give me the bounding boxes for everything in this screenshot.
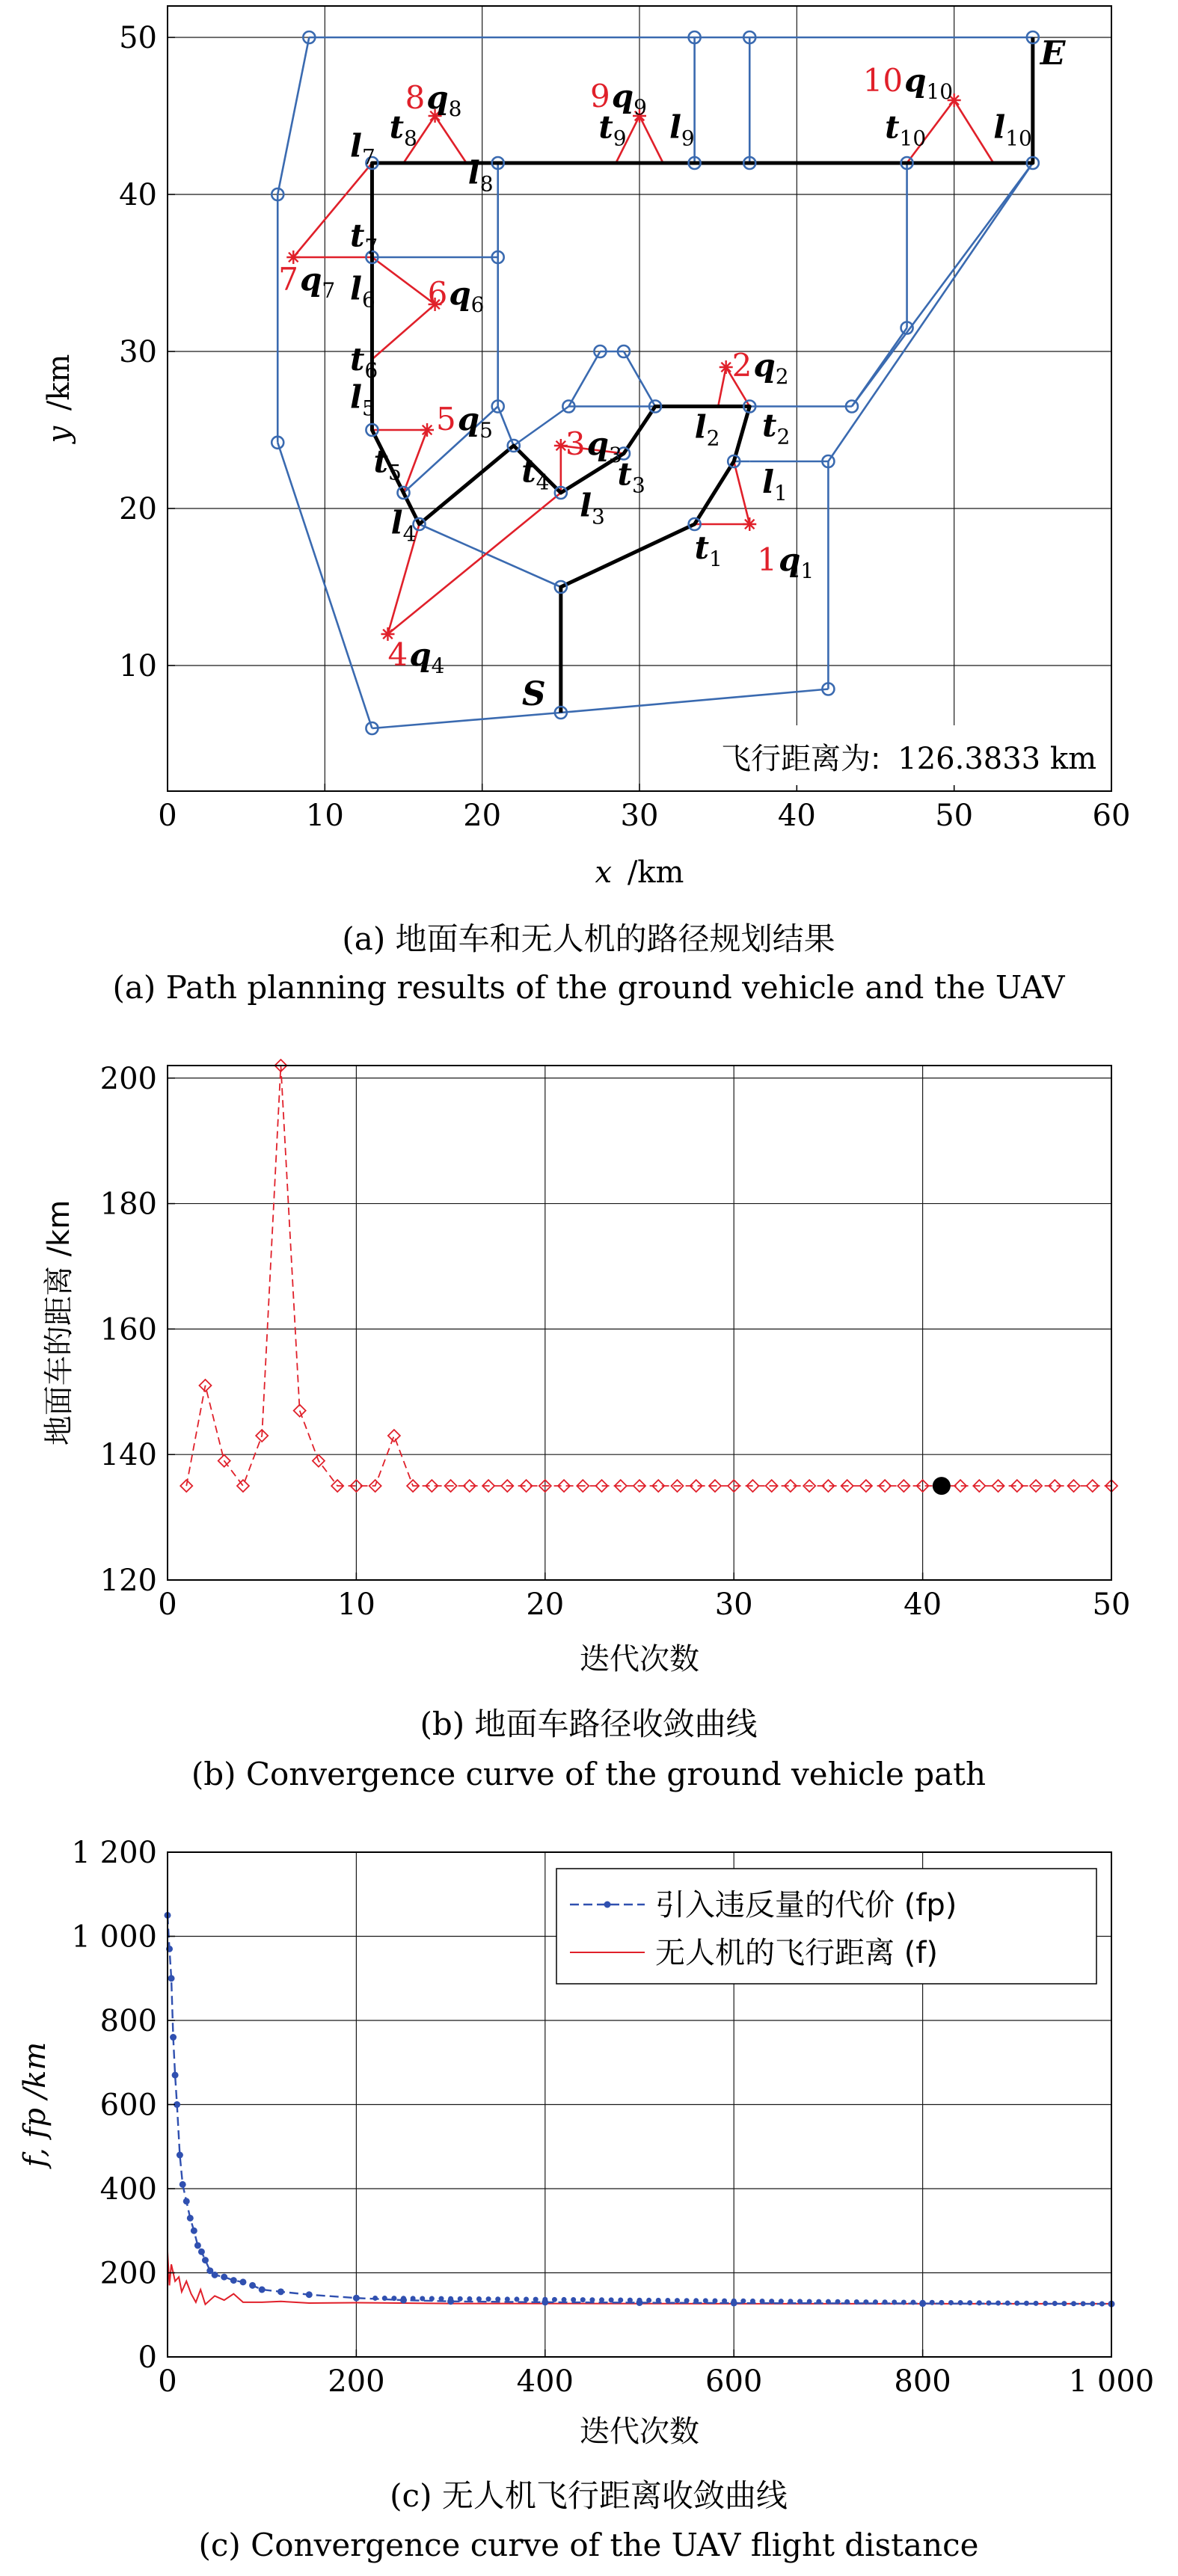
uav-convergence-caption-cn: (c) 无人机飞行距离收敛曲线 [390, 2477, 788, 2514]
legend-label-fp: 引入违反量的代价 (fp) [655, 1888, 957, 1922]
penalized-cost-point [779, 2299, 784, 2304]
penalized-cost-point [760, 2299, 765, 2304]
road-segment [852, 163, 1033, 407]
stop-base: t [521, 452, 536, 490]
uav-convergence-ylabel: f, fp /km [18, 2041, 52, 2168]
stop-base: l [349, 378, 362, 416]
customer-number: 4 [387, 636, 408, 673]
customer-label [278, 261, 335, 303]
penalized-cost-point [1005, 2301, 1010, 2306]
customer-marker [420, 423, 434, 437]
uav-sortie [695, 461, 750, 524]
path-map-xlabel-unit: /km [627, 855, 684, 890]
penalized-cost-point [495, 2296, 500, 2302]
x-tick-label: 40 [904, 1587, 942, 1622]
customer-subscript: 5 [479, 418, 493, 443]
vehicle-distance-point [180, 1480, 192, 1492]
stop-subscript: 2 [706, 425, 720, 451]
penalized-cost-point [180, 2181, 186, 2188]
penalized-cost-point [514, 2296, 519, 2302]
penalized-cost-point [580, 2297, 586, 2302]
penalized-cost-point [703, 2298, 708, 2303]
y-tick-label: 0 [138, 2340, 157, 2375]
path-map-ylabel-var: y [42, 425, 76, 443]
penalized-cost-point [552, 2297, 557, 2302]
penalized-cost-point [863, 2299, 868, 2305]
road-segment [277, 37, 309, 194]
customer-marker [743, 517, 756, 531]
penalized-cost-point [628, 2298, 633, 2303]
stop-base: t [694, 529, 710, 567]
road-segment [561, 689, 829, 713]
stop-subscript: 5 [361, 396, 375, 421]
uav-routes [293, 100, 993, 634]
vehicle-distance-point [294, 1404, 306, 1416]
penalized-cost-point [1034, 2301, 1039, 2306]
customer-label [436, 401, 493, 443]
customer-label [428, 275, 485, 317]
penalized-cost-point [769, 2299, 774, 2304]
penalized-cost-point [948, 2300, 954, 2305]
road-segment [420, 524, 561, 587]
customer-q: q [409, 636, 432, 673]
x-tick-label: 60 [1092, 799, 1131, 833]
penalized-cost-point [239, 2278, 246, 2285]
vehicle-stop-label [695, 409, 720, 451]
stop-subscript: 10 [1005, 126, 1032, 151]
penalized-cost-point [249, 2282, 256, 2289]
customer-number: 9 [590, 78, 610, 114]
vehicle-stop-label [374, 443, 402, 485]
customer-number: 2 [731, 347, 752, 384]
vehicle-distance-point [388, 1430, 400, 1442]
penalized-cost-point [835, 2299, 841, 2305]
penalized-cost-point [1090, 2301, 1095, 2306]
flight-distance-text [721, 742, 1096, 776]
penalized-cost-point [306, 2291, 313, 2298]
x-tick-label: 800 [894, 2364, 951, 2399]
y-tick-label: 160 [99, 1312, 157, 1347]
penalized-cost-point [429, 2296, 435, 2302]
stop-base: t [349, 217, 365, 254]
vehicle-stop-label [762, 464, 788, 505]
penalized-cost-point [1061, 2301, 1067, 2306]
penalized-cost-point [353, 2295, 360, 2302]
customer-q: q [904, 62, 927, 99]
penalized-cost-point [684, 2298, 690, 2303]
penalized-cost-point [1024, 2301, 1029, 2306]
customer-label [732, 347, 789, 389]
customer-number: 8 [405, 79, 426, 116]
penalized-cost-point [382, 2296, 387, 2301]
penalized-cost-point [883, 2299, 888, 2305]
customer-q: q [586, 425, 609, 462]
vehicle-stop-label [885, 108, 926, 150]
path-map-xlabel-var: x [595, 855, 613, 890]
x-tick-label: 600 [705, 2364, 763, 2399]
y-tick-label: 10 [119, 649, 157, 683]
stop-subscript: 6 [361, 287, 375, 313]
customer-q: q [426, 79, 449, 116]
x-tick-label: 50 [935, 799, 974, 833]
stop-base: l [467, 154, 480, 191]
penalized-cost-point [816, 2299, 821, 2305]
vehicle-convergence-grid [168, 1066, 1111, 1580]
vehicle-stop-label [762, 407, 790, 449]
stop-base: t [389, 108, 404, 146]
stop-subscript: 5 [387, 460, 402, 485]
penalized-cost-point [221, 2274, 227, 2281]
stop-subscript: 7 [364, 234, 378, 259]
penalized-cost-point [920, 2300, 925, 2305]
path-map-caption-en: (a) Path planning results of the ground vehicle and the UAV [112, 969, 1065, 1006]
customer-number: 1 [757, 541, 777, 578]
stop-base: l [349, 270, 362, 307]
penalized-cost-point [986, 2300, 991, 2305]
penalized-cost-point [646, 2298, 651, 2303]
vehicle-convergence-panel [42, 1060, 1130, 1792]
stop-subscript: 1 [774, 481, 788, 505]
customer-q: q [753, 347, 776, 384]
penalized-cost-point [1052, 2301, 1058, 2306]
penalized-cost-point [901, 2299, 906, 2305]
y-tick-label: 800 [99, 2004, 157, 2038]
x-tick-label: 10 [305, 799, 344, 833]
penalized-cost-point [599, 2297, 604, 2302]
vehicle-stop-label [350, 128, 375, 170]
y-tick-label: 40 [119, 178, 157, 212]
penalized-cost-point [183, 2198, 190, 2204]
vehicle-stop-label [598, 108, 626, 150]
stop-base: l [390, 504, 403, 541]
penalized-cost-point [826, 2299, 831, 2305]
customer-subscript: 8 [448, 96, 462, 121]
legend-label-f: 无人机的飞行距离 (f) [655, 1936, 939, 1970]
customer-number: 5 [436, 401, 456, 437]
penalized-cost-point [562, 2297, 567, 2302]
x-tick-label: 0 [158, 2364, 177, 2399]
penalized-cost-point [191, 2228, 197, 2234]
x-tick-label: 0 [158, 1587, 177, 1622]
vehicle-stop-label [468, 154, 494, 196]
penalized-cost-point [637, 2298, 642, 2303]
customer-number: 3 [565, 425, 586, 462]
uav-convergence-legend [556, 1869, 1096, 1984]
y-tick-label: 200 [99, 1061, 157, 1096]
penalized-cost-point [1043, 2301, 1048, 2306]
penalized-cost-point [807, 2299, 812, 2304]
penalized-cost-point [411, 2296, 416, 2301]
x-tick-label: 30 [620, 799, 659, 833]
penalized-cost-point [958, 2300, 963, 2305]
uav-convergence-caption-en: (c) Convergence curve of the UAV flight distance [198, 2527, 979, 2563]
y-tick-label: 180 [99, 1187, 157, 1222]
penalized-cost-point [372, 2296, 378, 2301]
penalized-cost-point [194, 2242, 201, 2248]
penalized-cost-point [168, 1975, 175, 1982]
penalized-cost-point [665, 2298, 670, 2303]
penalized-cost-point [198, 2248, 205, 2255]
penalized-cost-point [712, 2298, 717, 2303]
stop-base: t [885, 108, 900, 146]
penalized-cost-point [589, 2297, 595, 2302]
vehicle-stop-label [618, 456, 645, 498]
penalized-cost-point [1014, 2301, 1019, 2306]
x-tick-label: 40 [777, 799, 816, 833]
penalized-cost-point [797, 2299, 803, 2304]
penalized-cost-point [675, 2298, 680, 2303]
penalized-cost-point [693, 2298, 699, 2303]
stop-base: l [580, 487, 592, 524]
penalized-cost-point [977, 2300, 982, 2305]
penalized-cost-point [170, 2034, 177, 2041]
point-labels [278, 34, 1067, 713]
uav-convergence-panel [18, 1836, 1154, 2563]
stop-base: t [598, 108, 613, 146]
penalized-cost-point [873, 2299, 878, 2305]
vehicle-convergence-frame [168, 1066, 1111, 1580]
flight-distance-value: 126.3833 km [898, 742, 1096, 776]
customer-marker [720, 360, 733, 374]
penalized-cost-point [910, 2300, 915, 2305]
customer-q: q [611, 78, 634, 114]
penalized-cost-point [939, 2300, 944, 2305]
x-tick-label: 10 [337, 1587, 375, 1622]
vehicle-convergence-caption-cn: (b) 地面车路径收敛曲线 [420, 1706, 758, 1742]
x-tick-label: 200 [328, 2364, 385, 2399]
y-tick-label: 1 000 [71, 1919, 157, 1955]
penalized-cost-point [438, 2296, 444, 2302]
y-tick-label: 400 [99, 2172, 157, 2207]
customer-q: q [300, 261, 322, 298]
penalized-cost-point [930, 2300, 935, 2305]
stop-base: t [373, 443, 388, 480]
vehicle-stop-label [521, 452, 549, 494]
penalized-cost-point [420, 2296, 425, 2301]
penalized-cost-point [230, 2277, 237, 2284]
customer-number: 6 [427, 275, 448, 312]
penalized-cost-point [731, 2299, 737, 2304]
penalized-cost-point [1099, 2302, 1105, 2307]
end-label: E [1040, 34, 1066, 73]
x-tick-label: 20 [526, 1587, 565, 1622]
customer-q: q [449, 275, 471, 312]
vehicle-stop-label [993, 108, 1032, 150]
road-segment [828, 163, 1032, 461]
customer-subscript: 2 [775, 364, 789, 389]
penalized-cost-point [618, 2298, 623, 2303]
uav-sortie [372, 257, 435, 360]
penalized-cost-point [172, 2072, 179, 2079]
stop-subscript: 3 [631, 473, 645, 498]
y-tick-label: 120 [99, 1564, 157, 1598]
x-tick-label: 30 [714, 1587, 753, 1622]
uav-convergence-xlabel: 迭代次数 [580, 2414, 699, 2449]
path-map-ylabel [42, 354, 76, 445]
penalized-cost-point [486, 2296, 491, 2302]
penalized-cost-point [202, 2257, 209, 2263]
stop-base: t [349, 341, 365, 378]
y-tick-label: 600 [99, 2088, 157, 2123]
penalized-cost-point [476, 2296, 482, 2302]
stop-subscript: 4 [402, 521, 417, 547]
stop-subscript: 6 [364, 358, 378, 384]
penalized-cost-point [1071, 2301, 1076, 2306]
vehicle-path-line [372, 37, 1032, 713]
penalized-cost-point [391, 2296, 396, 2301]
stop-subscript: 7 [361, 144, 375, 170]
x-tick-label: 50 [1092, 1587, 1131, 1622]
penalized-cost-point [722, 2299, 727, 2304]
stop-base: l [669, 108, 681, 146]
customer-subscript: 1 [800, 559, 815, 583]
penalized-cost-point [401, 2296, 406, 2301]
customer-subscript: 6 [470, 292, 485, 317]
customer-q: q [778, 541, 801, 578]
penalized-cost-point [1081, 2301, 1086, 2306]
legend-swatch-fp-dot [604, 1902, 611, 1908]
y-tick-label: 30 [119, 335, 157, 369]
penalized-cost-point [458, 2296, 463, 2302]
best-solution-marker [933, 1477, 951, 1495]
customer-label [757, 541, 814, 583]
vehicle-convergence-ticks [100, 1062, 1131, 1622]
stop-subscript: 4 [536, 470, 550, 495]
stop-base: t [762, 407, 777, 444]
penalized-cost-point [212, 2272, 218, 2278]
penalized-cost-point [277, 2288, 284, 2295]
vehicle-stop-label [580, 488, 605, 529]
customer-subscript: 9 [634, 95, 647, 120]
penalized-cost-point [892, 2299, 897, 2305]
penalized-cost-point [609, 2297, 614, 2302]
customer-number: 7 [278, 261, 299, 298]
penalized-cost-point [187, 2215, 194, 2222]
path-map-panel [42, 6, 1130, 1006]
vehicle-stop-label [669, 108, 695, 150]
x-tick-label: 400 [516, 2364, 574, 2399]
road-segment [852, 328, 907, 407]
x-tick-label: 20 [463, 799, 502, 833]
stop-subscript: 9 [613, 126, 627, 151]
vehicle-distance-point [237, 1480, 249, 1492]
stop-base: l [694, 408, 707, 446]
penalized-cost-point [788, 2299, 793, 2304]
penalized-cost-point [505, 2296, 510, 2302]
penalized-cost-point [996, 2300, 1001, 2305]
customer-subscript: 10 [926, 79, 954, 104]
customer-label [405, 79, 462, 121]
start-label: S [521, 675, 546, 713]
stop-base: t [617, 455, 632, 493]
penalized-cost-point [844, 2299, 850, 2305]
penalized-cost-point [533, 2297, 539, 2302]
stop-subscript: 3 [592, 504, 605, 529]
customer-subscript: 4 [431, 654, 445, 678]
customer-label [565, 425, 622, 467]
path-map-xlabel [595, 855, 684, 890]
road-segment [568, 351, 600, 407]
y-tick-label: 1 200 [71, 1836, 157, 1870]
stop-subscript: 1 [709, 547, 723, 572]
vehicle-distance-series [180, 1060, 1117, 1495]
customer-subscript: 3 [608, 443, 622, 467]
penalized-cost-point [740, 2299, 746, 2304]
flight-distance-label: 飞行距离为: [721, 742, 881, 776]
penalized-cost-point [524, 2297, 529, 2302]
path-map-ylabel-unit: /km [42, 354, 76, 411]
vehicle-convergence-caption-en: (b) Convergence curve of the ground vehicle path [191, 1756, 987, 1792]
stop-subscript: 8 [403, 126, 417, 151]
customer-subscript: 7 [322, 278, 336, 303]
customer-label [387, 636, 444, 678]
stop-subscript: 8 [479, 171, 494, 197]
x-tick-label: 0 [158, 799, 177, 833]
customer-label [863, 62, 953, 104]
vehicle-convergence-xlabel: 迭代次数 [580, 1642, 699, 1676]
y-tick-label: 200 [99, 2256, 157, 2291]
stop-subscript: 2 [776, 424, 791, 449]
x-tick-label: 1 000 [1068, 2364, 1155, 2399]
customer-q: q [457, 401, 480, 437]
penalized-cost-point [750, 2299, 755, 2304]
vehicle-stop-label [695, 529, 723, 571]
y-tick-label: 140 [99, 1438, 157, 1473]
penalized-cost-point [854, 2299, 859, 2305]
path-map-caption-cn: (a) 地面车和无人机的路径规划结果 [342, 920, 835, 957]
y-tick-label: 20 [119, 492, 157, 526]
penalized-cost-point [259, 2287, 266, 2293]
road-segment [372, 713, 560, 728]
penalized-cost-point [467, 2296, 472, 2302]
vehicle-distance-line [186, 1066, 1111, 1486]
vehicle-route [372, 37, 1032, 713]
stop-subscript: 10 [899, 126, 927, 151]
stop-base: l [762, 464, 775, 500]
vehicle-convergence-ylabel: 地面车的距离 /km [42, 1199, 76, 1446]
stop-base: l [993, 108, 1006, 146]
customer-number: 10 [862, 62, 904, 99]
penalized-cost-point [448, 2296, 453, 2302]
penalized-cost-point [177, 2152, 183, 2159]
y-tick-label: 50 [119, 21, 157, 55]
penalized-cost-point [571, 2297, 576, 2302]
penalized-cost-point [967, 2300, 972, 2305]
stop-base: l [349, 127, 362, 165]
stop-subscript: 9 [681, 126, 695, 151]
penalized-cost-point [542, 2297, 547, 2302]
penalized-cost-point [656, 2298, 661, 2303]
